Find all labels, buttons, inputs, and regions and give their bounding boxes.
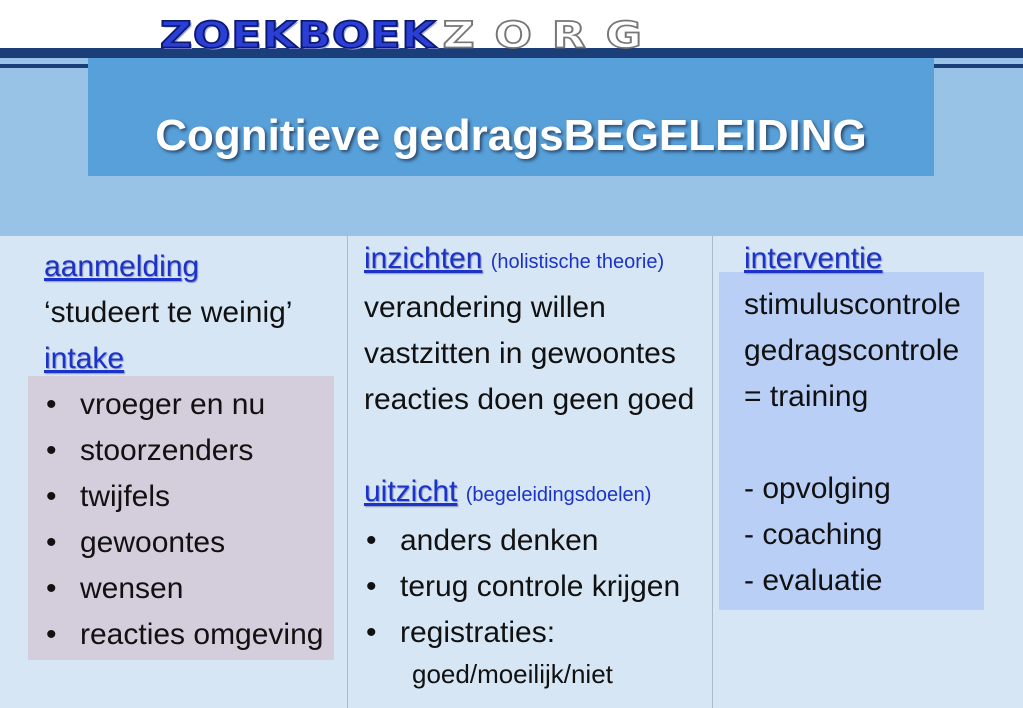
page-title: Cognitieve gedragsBEGELEIDING — [155, 111, 867, 160]
interventie-line: = training — [744, 380, 869, 413]
list-item: • gewoontes — [44, 520, 323, 566]
quote-text: ‘studeert te weinig’ — [44, 296, 293, 329]
list-item: • twijfels — [44, 474, 323, 520]
column-divider-2 — [712, 236, 713, 708]
list-item: • vroeger en nu — [44, 382, 323, 428]
interventie-item: - evaluatie — [744, 564, 883, 597]
uitzicht-note: (begeleidingsdoelen) — [465, 484, 652, 506]
col3-block — [744, 236, 961, 604]
inzichten-line: verandering willen — [364, 291, 606, 324]
col1-block — [44, 244, 323, 658]
logo-part1: ZOEKBOEK — [160, 14, 437, 57]
column-divider-1 — [347, 236, 348, 708]
spacer — [364, 423, 694, 469]
link-aanmelding[interactable]: aanmelding — [44, 250, 200, 283]
interventie-item: - opvolging — [744, 472, 891, 505]
logo — [160, 12, 940, 60]
list-item: • wensen — [44, 566, 323, 612]
inzichten-line: reacties doen geen goed — [364, 383, 695, 416]
interventie-line: stimuluscontrole — [744, 288, 961, 321]
interventie-line: gedragscontrole — [744, 334, 960, 367]
col2-block — [364, 236, 694, 692]
intake-list — [44, 382, 323, 658]
list-item: • terug controle krijgen — [364, 564, 694, 610]
interventie-item: - coaching — [744, 518, 883, 551]
link-inzichten[interactable]: inzichten — [364, 242, 483, 275]
spacer — [744, 420, 961, 466]
uitzicht-list — [364, 518, 694, 656]
list-item: • registraties: — [364, 610, 694, 656]
list-item: • reacties omgeving — [44, 612, 323, 658]
link-intake[interactable]: intake — [44, 342, 125, 375]
list-item: • anders denken — [364, 518, 694, 564]
registraties-sub: goed/moeilijk/niet — [412, 659, 613, 689]
logo-part2: ZORG — [442, 14, 662, 57]
list-item: • stoorzenders — [44, 428, 323, 474]
inzichten-note: (holistische theorie) — [490, 251, 665, 273]
link-uitzicht[interactable]: uitzicht — [364, 475, 458, 508]
inzichten-line: vastzitten in gewoontes — [364, 337, 676, 370]
link-interventie[interactable]: interventie — [744, 242, 883, 275]
